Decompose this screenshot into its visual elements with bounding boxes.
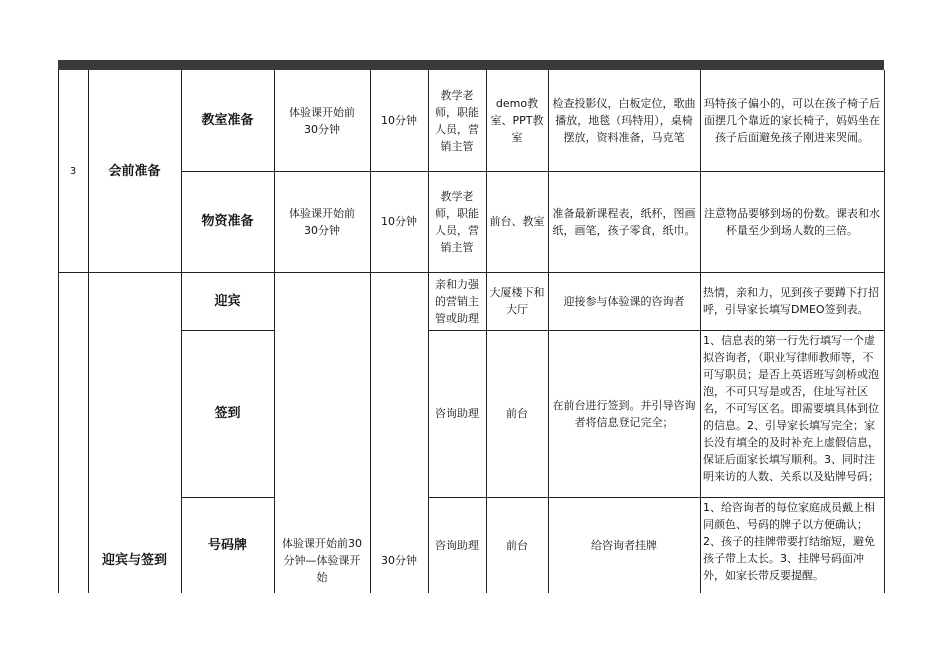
item-name: 迎宾	[214, 293, 241, 309]
item-name: 物资准备	[201, 214, 254, 229]
item-time: 体验课开始前30分钟	[289, 105, 355, 136]
grid-line	[181, 497, 274, 498]
grid-line	[181, 272, 182, 593]
grid-line	[181, 171, 884, 172]
grid-line	[181, 330, 274, 331]
item-duration: 10分钟	[381, 114, 417, 127]
item-staff: 亲和力强的营销主管或助理	[435, 277, 479, 325]
grid-line	[274, 70, 275, 593]
section-title-prep: 会前准备	[108, 163, 161, 179]
grid-line	[370, 272, 371, 593]
item-name: 号码牌	[207, 537, 247, 553]
item-staff: 咨询助理	[435, 538, 479, 552]
grid-line	[58, 272, 884, 273]
shared-time: 体验课开始前30分钟—体验课开始	[282, 536, 362, 584]
item-note: 1、信息表的第一行先行填写一个虚拟咨询者，（职业写律师教师等，不可写职员；是否上英语班写剑桥或泡泡，不可只写是或否，住址写社区名，不可写区名。即需要填具体到位的信息。2、引导家长填写完全；家长没有填全的及时补充上虚假信息，保证后面家长填写顺利。3、同时注明来访的人数、关系以及贴牌号码；	[703, 334, 879, 483]
item-name: 签到	[214, 406, 241, 421]
item-task: 在前台进行签到。并引导咨询者将信息登记完全；	[552, 398, 696, 429]
item-task: 准备最新课程表，纸杯，图画纸，画笔，孩子零食，纸巾。	[552, 206, 696, 237]
item-task: 给咨询者挂牌	[591, 538, 657, 552]
item-task: 迎接参与体验课的咨询者	[563, 294, 685, 308]
item-note: 热情，亲和力，见到孩子要蹲下打招呼，引导家长填写DMEO签到表。	[703, 286, 879, 316]
grid-line	[548, 70, 549, 593]
item-duration: 10分钟	[381, 215, 417, 228]
shared-duration: 30分钟	[381, 553, 417, 567]
item-place: 前台	[506, 538, 528, 552]
item-place: 大厦楼下和大厅	[489, 286, 545, 316]
item-place: 前台、教室	[489, 215, 545, 228]
item-time: 体验课开始前30分钟	[289, 206, 355, 237]
item-note: 玛特孩子偏小的，可以在孩子椅子后面摆几个靠近的家长椅子，妈妈坐在孩子后面避免孩子刚进来哭闹。	[704, 97, 880, 144]
grid-line	[428, 497, 884, 498]
grid-line	[58, 70, 59, 272]
item-note: 注意物品要够到场的份数。课表和水杯量至少到场人数的三倍。	[704, 206, 880, 237]
grid-line	[88, 272, 89, 593]
grid-line	[884, 70, 885, 593]
item-name: 教室准备	[201, 113, 254, 128]
grid-line	[428, 330, 884, 331]
item-place: demo教室、PPT教室	[490, 97, 544, 144]
grid-line	[58, 272, 59, 593]
section-title-welcome: 迎宾与签到	[101, 552, 167, 568]
item-task: 检查投影仪，白板定位，歌曲播放，地毯（玛特用），桌椅摆放，资料准备，马克笔	[552, 97, 696, 144]
grid-line	[700, 70, 701, 593]
item-staff: 教学老师，职能人员，营销主管	[435, 88, 479, 153]
table-top-border	[58, 60, 884, 70]
grid-line	[88, 70, 89, 272]
grid-line	[486, 70, 487, 593]
item-note: 1、给咨询者的每位家庭成员戴上相同颜色、号码的牌子以方便确认；2、孩子的挂牌带要打结缩短，避免孩子带上太长。3、挂牌号码面冲外，如家长带反要提醒。	[703, 501, 875, 582]
grid-line	[428, 70, 429, 593]
row-index: 3	[69, 165, 77, 177]
item-staff: 教学老师，职能人员，营销主管	[435, 189, 479, 254]
item-staff: 咨询助理	[435, 407, 479, 420]
item-place: 前台	[506, 407, 528, 420]
